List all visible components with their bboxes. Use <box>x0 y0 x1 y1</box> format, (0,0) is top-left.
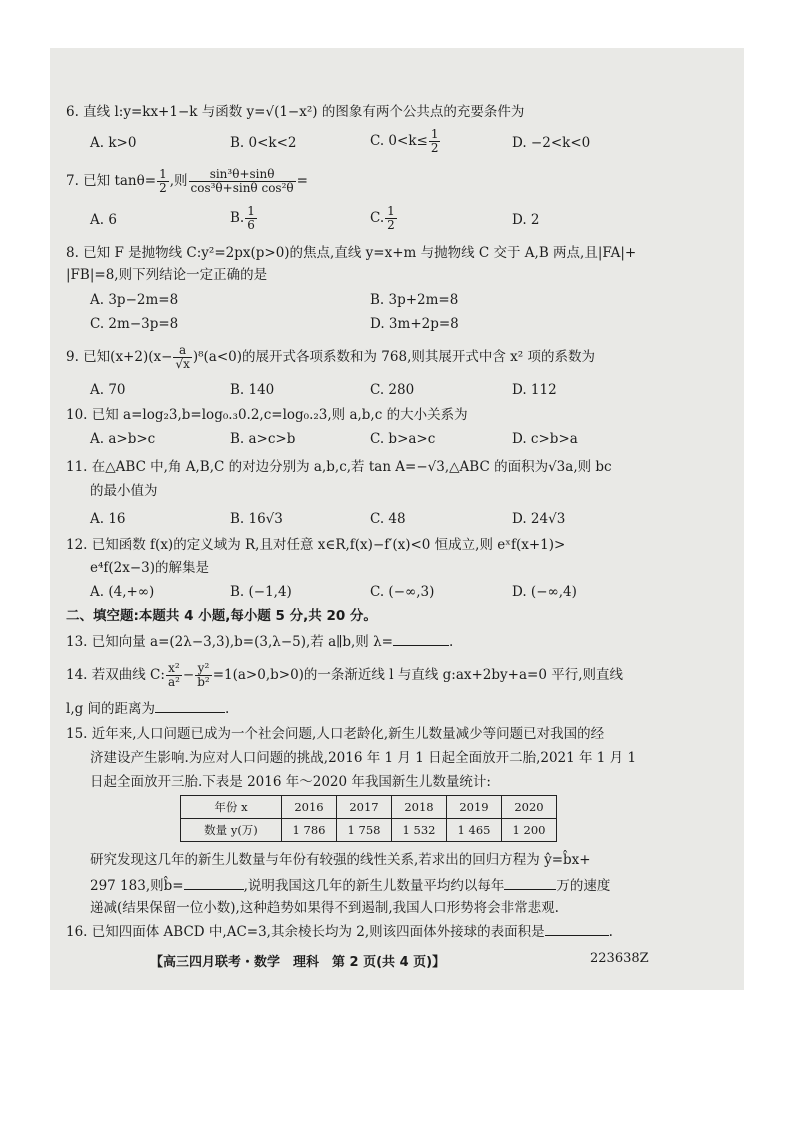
q15-after-line1: 研究发现这几年的新生儿数量与年份有较强的线性关系,若求出的回归方程为 ŷ=b̂x+ <box>90 852 591 868</box>
q7-expression-fraction: $\frac{\text{sin³θ+sinθ}}{\text{cos³θ+sinθ cos²θ}}$ <box>190 167 294 195</box>
q9-stem: 9. 已知(x+2)(x− $\frac{a}{√x}$ )⁸(a<0)的展开式各项系数和为 768,则其展开式中含 x² 项的系数为 <box>66 343 595 371</box>
q9-option-d: D. 112 <box>512 382 557 398</box>
q7-stem: 7. 已知 tanθ= $\frac{1}{2}$ ,则 $\frac{\text{sin³θ+sinθ}}{\text{cos³θ+sinθ cos²θ}}$ = <box>66 167 308 195</box>
table-cell: 1 532 <box>392 819 447 842</box>
q15-answer-blank-rate[interactable] <box>504 875 556 890</box>
q12-stem-line2: e⁴f(2x−3)的解集是 <box>90 560 210 576</box>
q10-option-d: D. c>b>a <box>512 431 578 447</box>
q10-option-c: C. b>a>c <box>370 431 436 447</box>
q8-option-c: C. 2m−3p=8 <box>90 316 179 332</box>
q9-option-c: C. 280 <box>370 382 415 398</box>
table-cell: 1 786 <box>282 819 337 842</box>
q8-option-b: B. 3p+2m=8 <box>370 292 459 308</box>
q7-option-c: C. $\frac{1}{2}$ <box>370 204 395 232</box>
section-heading-fill-in: 二、填空题:本题共 4 小题,每小题 5 分,共 20 分。 <box>66 608 377 624</box>
q15-answer-blank-b[interactable] <box>184 875 244 890</box>
table-row <box>181 796 557 819</box>
q12-option-c: C. (−∞,3) <box>370 584 435 600</box>
q6-option-a: A. k>0 <box>90 135 137 151</box>
table-header-year: 年份 x <box>181 796 282 819</box>
q15-line1: 15. 近年来,人口问题已成为一个社会问题,人口老龄化,新生儿数量减少等问题已对我国的经 <box>66 726 605 742</box>
table-cell: 1 465 <box>447 819 502 842</box>
q11-option-c: C. 48 <box>370 511 406 527</box>
q12-stem-line1: 12. 已知函数 f(x)的定义域为 R,且对任意 x∈R,f(x)−f′(x)<0 恒成立,则 eˣf(x+1)> <box>66 537 566 553</box>
table-cell: 2019 <box>447 796 502 819</box>
q8-stem-line1: 8. 已知 F 是抛物线 C:y²=2px(p>0)的焦点,直线 y=x+m 与抛物线 C 交于 A,B 两点,且|FA|+ <box>66 245 637 261</box>
q7-option-a: A. 6 <box>90 212 117 228</box>
q13-answer-blank[interactable] <box>393 631 449 646</box>
q14-stem-line2: l,g 间的距离为 . <box>66 698 229 718</box>
table-header-count: 数量 y(万) <box>181 819 282 842</box>
q10-stem: 10. 已知 a=log₂3,b=log₀.₃0.2,c=log₀.₂3,则 a,b,c 的大小关系为 <box>66 407 468 423</box>
q6-stem: 6. 直线 l:y=kx+1−k 与函数 y=√(1−x²) 的图象有两个公共点的充要条件为 <box>66 104 525 120</box>
q6-c-fraction: $\frac{1}{2}$ <box>430 127 439 155</box>
q11-stem-line2: 的最小值为 <box>90 483 158 499</box>
q15-line3: 日起全面放开三胎.下表是 2016 年～2020 年我国新生儿数量统计: <box>90 774 491 790</box>
table-row <box>181 819 557 842</box>
q8-option-d: D. 3m+2p=8 <box>370 316 459 332</box>
q8-stem-line2: |FB|=8,则下列结论一定正确的是 <box>66 267 268 283</box>
q7-option-b: B. $\frac{1}{6}$ <box>230 204 255 232</box>
q15-line2: 济建设产生影响.为应对人口问题的挑战,2016 年 1 月 1 日起全面放开二胎,2021 年 1 月 1 <box>90 750 637 766</box>
q10-option-b: B. a>c>b <box>230 431 296 447</box>
q9-fraction: $\frac{a}{√x}$ <box>175 343 190 371</box>
q6-option-b: B. 0<k<2 <box>230 135 297 151</box>
table-cell: 1 758 <box>337 819 392 842</box>
q9-option-a: A. 70 <box>90 382 126 398</box>
table-cell: 2020 <box>502 796 557 819</box>
q11-option-b: B. 16√3 <box>230 511 283 527</box>
q11-option-a: A. 16 <box>90 511 126 527</box>
q11-option-d: D. 24√3 <box>512 511 566 527</box>
q12-option-b: B. (−1,4) <box>230 584 292 600</box>
paper-code: 223638Z <box>590 951 649 966</box>
q14-stem: 14. 若双曲线 C: $\frac{\text{x²}}{\text{a²}}$ − $\frac{\text{y²}}{\text{b²}}$ =1(a>0,b>0)的一条渐近线 l 与直线 g:ax+2by+a=0 平行,则直线 <box>66 661 623 689</box>
page-footer: 【高三四月联考・数学 理科 第 2 页(共 4 页)】 <box>150 955 446 970</box>
q9-option-b: B. 140 <box>230 382 275 398</box>
q15-after-line2: 297 183,则b̂= ,说明我国这几年的新生儿数量平均约以每年 万的速度 <box>90 875 610 895</box>
q16-answer-blank[interactable] <box>545 921 609 936</box>
q15-after-line3: 递减(结果保留一位小数),这种趋势如果得不到遏制,我国人口形势将会非常悲观. <box>90 900 559 916</box>
q8-option-a: A. 3p−2m=8 <box>90 292 179 308</box>
table-cell: 2018 <box>392 796 447 819</box>
q7-tan-fraction: $\frac{1}{2}$ <box>159 167 167 195</box>
q13-stem: 13. 已知向量 a=(2λ−3,3),b=(3,λ−5),若 a∥b,则 λ= . <box>66 631 453 651</box>
table-cell: 2016 <box>282 796 337 819</box>
table-cell: 2017 <box>337 796 392 819</box>
newborn-table <box>180 795 557 842</box>
q12-option-d: D. (−∞,4) <box>512 584 577 600</box>
q12-option-a: A. (4,+∞) <box>90 584 155 600</box>
q7-option-d: D. 2 <box>512 212 540 228</box>
q11-stem-line1: 11. 在△ABC 中,角 A,B,C 的对边分别为 a,b,c,若 tan A=−√3,△ABC 的面积为√3a,则 bc <box>66 459 612 475</box>
q10-option-a: A. a>b>c <box>90 431 156 447</box>
q16-stem: 16. 已知四面体 ABCD 中,AC=3,其余棱长均为 2,则该四面体外接球的表面积是 . <box>66 921 613 941</box>
table-cell: 1 200 <box>502 819 557 842</box>
q14-answer-blank[interactable] <box>155 698 225 713</box>
exam-page <box>50 48 744 990</box>
q6-option-d: D. −2<k<0 <box>512 135 591 151</box>
q6-option-c: C. 0<k≤ $\frac{1}{2}$ <box>370 127 439 155</box>
